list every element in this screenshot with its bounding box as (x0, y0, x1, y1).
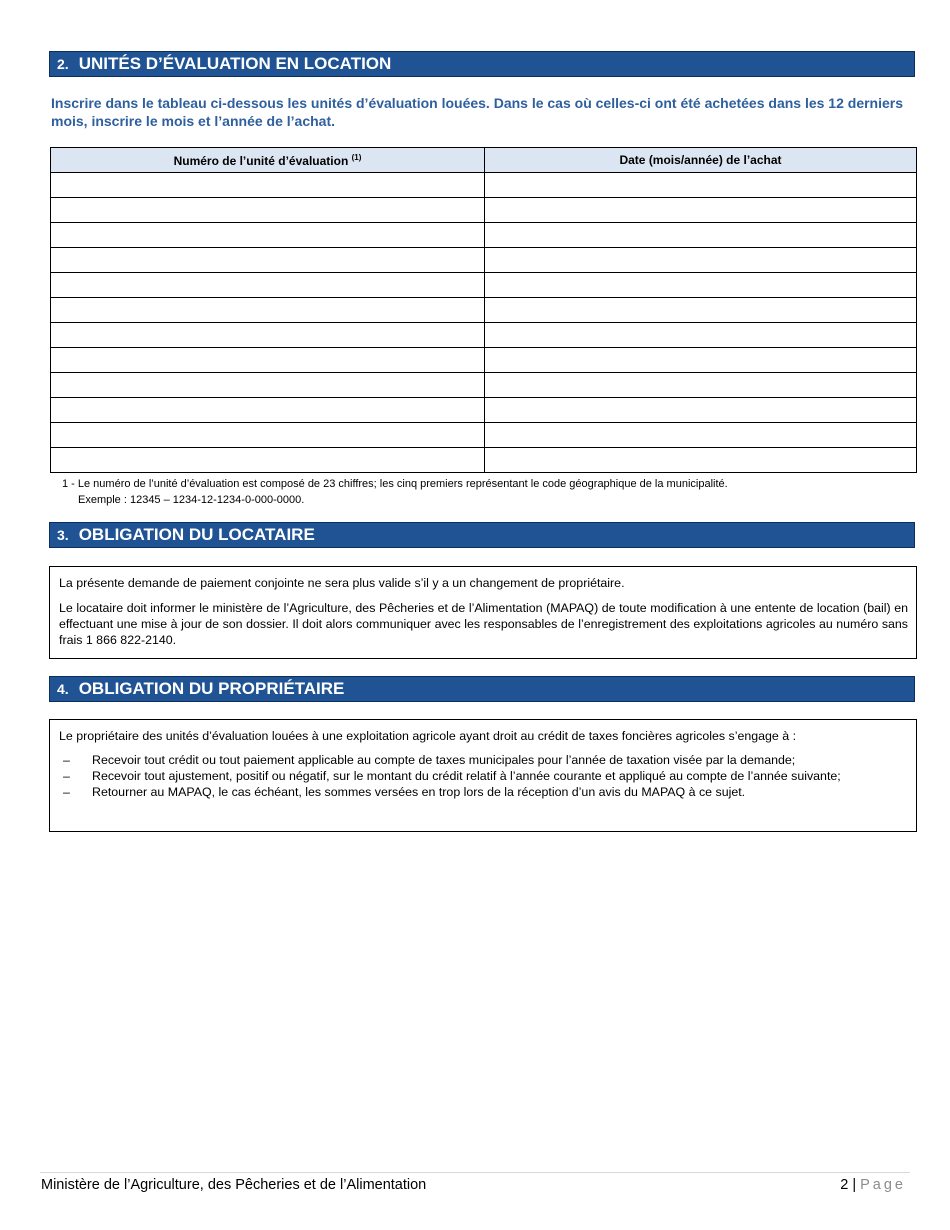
list-item: – Recevoir tout ajustement, positif ou négatif, sur le montant du crédit relatif à l’année courante et appliqué au compte de l’année suivante; (59, 768, 908, 784)
table-row (51, 398, 917, 423)
purchase-date-cell[interactable] (485, 448, 917, 473)
table-row (51, 298, 917, 323)
section-3-number: 3. (57, 527, 69, 543)
tenant-paragraph-1: La présente demande de paiement conjointe ne sera plus valide s’il y a un changement de propriétaire. (59, 576, 625, 590)
table-row (51, 448, 917, 473)
column-header-purchase-date: Date (mois/année) de l’achat (485, 148, 917, 173)
page-number: 2 (840, 1177, 849, 1193)
unit-number-cell[interactable] (51, 248, 485, 273)
purchase-date-cell[interactable] (485, 298, 917, 323)
purchase-date-cell[interactable] (485, 198, 917, 223)
section-2-intro: Inscrire dans le tableau ci-dessous les unités d’évaluation louées. Dans le cas où celles-ci ont été achetées dans les 12 derniers mois, inscrire le mois et l’année de l’achat. (51, 95, 904, 129)
purchase-date-cell[interactable] (485, 223, 917, 248)
footnote-example: Exemple : 12345 – 1234-12-1234-0-000-0000. (78, 494, 305, 506)
section-2-number: 2. (57, 56, 69, 72)
footnote-text: 1 - Le numéro de l’unité d’évaluation est composé de 23 chiffres; les cinq premiers représentant le code géographique de la municipalité. (62, 478, 728, 490)
section-3-header (49, 522, 915, 548)
column-header-unit-number: Numéro de l’unité d’évaluation $^{(1)}$ (51, 148, 485, 173)
owner-obligation-list (59, 752, 908, 800)
unit-number-cell[interactable] (51, 298, 485, 323)
purchase-date-cell[interactable] (485, 273, 917, 298)
rental-units-table (50, 147, 917, 473)
table-row (51, 423, 917, 448)
unit-number-cell[interactable] (51, 273, 485, 298)
footnote-ref: (1) (351, 152, 362, 162)
page-label: Page (860, 1177, 906, 1193)
section-4-number: 4. (57, 681, 69, 697)
purchase-date-cell[interactable] (485, 398, 917, 423)
purchase-date-cell[interactable] (485, 323, 917, 348)
table-row (51, 373, 917, 398)
table-row (51, 248, 917, 273)
table-row (51, 198, 917, 223)
unit-number-cell[interactable] (51, 423, 485, 448)
section-2-header (49, 51, 915, 77)
section-3-title: OBLIGATION DU LOCATAIRE (78, 525, 315, 544)
purchase-date-cell[interactable] (485, 423, 917, 448)
unit-number-cell[interactable] (51, 348, 485, 373)
unit-number-cell[interactable] (51, 373, 485, 398)
purchase-date-cell[interactable] (485, 173, 917, 198)
owner-obligation-box (49, 719, 917, 832)
table-row (51, 223, 917, 248)
table-row (51, 348, 917, 373)
tenant-obligation-box (49, 566, 917, 659)
table-row (51, 173, 917, 198)
section-4-header (49, 676, 915, 702)
unit-number-cell[interactable] (51, 198, 485, 223)
unit-number-cell[interactable] (51, 323, 485, 348)
table-row (51, 323, 917, 348)
unit-number-cell[interactable] (51, 173, 485, 198)
table-footnote (62, 476, 728, 508)
list-item: – Retourner au MAPAQ, le cas échéant, les sommes versées en trop lors de la réception d’un avis du MAPAQ à ce sujet. (59, 784, 908, 800)
purchase-date-cell[interactable] (485, 348, 917, 373)
section-2-title: UNITÉS D’ÉVALUATION EN LOCATION (78, 54, 392, 73)
tenant-paragraph-2: Le locataire doit informer le ministère de l’Agriculture, des Pêcheries et de l’Alimentation (MAPAQ) de toute modification à une entente de location (bail) en effectuant une mise à jour de son dossier. Il doit alors communiquer avec les responsables de l’enregistrement des exploitations agricoles au numéro sans frais 1 866 822-2140. (59, 601, 908, 647)
unit-number-cell[interactable] (51, 223, 485, 248)
unit-number-cell[interactable] (51, 398, 485, 423)
footer-divider (40, 1172, 910, 1173)
purchase-date-cell[interactable] (485, 373, 917, 398)
table-header-row (51, 148, 917, 173)
purchase-date-cell[interactable] (485, 248, 917, 273)
section-4-title: OBLIGATION DU PROPRIÉTAIRE (78, 679, 345, 698)
unit-number-cell[interactable] (51, 448, 485, 473)
footer-ministry: Ministère de l’Agriculture, des Pêcheries et de l’Alimentation (41, 1177, 427, 1193)
owner-intro: Le propriétaire des unités d’évaluation louées à une exploitation agricole ayant droit au crédit de taxes foncières agricoles s’engage à : (59, 729, 797, 743)
table-row (51, 273, 917, 298)
list-item: – Recevoir tout crédit ou tout paiement applicable au compte de taxes municipales pour l’année de taxation visée par la demande; (59, 752, 908, 768)
page-separator: | (852, 1177, 857, 1193)
footer-page-indicator (840, 1177, 906, 1193)
